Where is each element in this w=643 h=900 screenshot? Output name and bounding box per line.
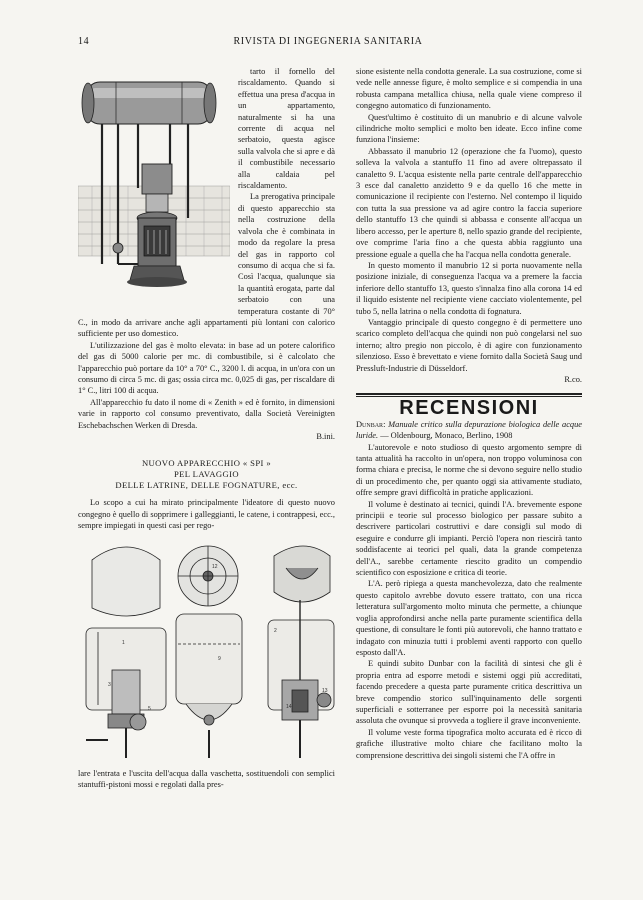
paragraph: In questo momento il manubrio 12 si porta nuovamente nella posizione iniziale, di conseguenza l'acqua va a premere la faccia inferiore dello stantuffo 13, questo s'innalza fino alla corona 14 ed il liquido esistente nel recipiente viene cacciato violentemente, pel tubo 5, nella latrina o nella condotta di fognatura. (356, 260, 582, 316)
paragraph: Quest'ultimo è costituito di un manubrio e di alcune valvole cilindriche molto semplici e molto ben ideate. Ecco infine come funziona l'insieme: (356, 112, 582, 145)
paragraph: L'utilizzazione del gas è molto elevata: in base ad un potere calorifico del gas di 5000 calorie per mc. di combustibile, si è calcolato che l'apparecchio può portare da 10° a 70° C., 3200 l. di acqua, in un'ora con un consumo di circa 5 mc. di gas; ossia circa mc. 0,025 di gas, per riscaldare di 1° C., litri 100 di acqua. (78, 340, 335, 396)
spi-flushing-apparatus-diagram (78, 540, 335, 762)
paragraph: All'apparecchio fu dato il nome di « Zenith » ed è fornito, in dimensioni varie in rapporto col consumo preventivato, dalla Società Vereinigten Eschebachschen Werken di Dresda. (78, 397, 335, 430)
paragraph: sione esistente nella condotta generale. La sua costruzione, come si vede nelle annesse figure, è molto semplice e si compendia in una robusta campana metallica chiusa, nella quale viene compreso il congegno automatico di funzionamento. (356, 67, 582, 111)
paragraph: Abbassato il manubrio 12 (operazione che fa l'uomo), questo solleva la valvola a stantuffo 11 fino ad avere oltrepassato il canaletto 9. L'acqua esistente nella parte centrale dell'apparecchio 3 esce dal canaletto anzidetto 9 e da quello 16 che mette in comunicazione il recipiente con l'esterno. Nel contempo il liquido con tutta la sua pressione va ad agire contro la faccia superiore dello stantuffo 13 che quindi si abbassa e consente all'acqua un libero accesso, per le aperture 8, nello spazio grande del recipiente, ove comprime l'aria fino a che questa abbia raggiunto una pressione eguale a quella che ha l'acqua nella condotta generale. (356, 146, 582, 259)
journal-title: RIVISTA DI INGEGNERIA SANITARIA (233, 36, 423, 47)
divider (356, 393, 582, 395)
section-title (78, 458, 335, 491)
recensioni-heading: RECENSIONI (399, 397, 539, 420)
page-number: 14 (78, 36, 90, 47)
svg-text:1: 1 (122, 639, 125, 646)
paragraph: Il volume è destinato ai tecnici, quindi l'A. brevemente espone principii e teorie sul processo biologico per passare subito a descrivere particolari costruttivi e dare consigli sul modo di eseguire e condurre gli impianti. Perciò l'opera non riescirà tanto soddisfacente ai teorici pel quali, data la grande competenza dell'A., sarebbe certamente riescito gradito un compendio scientifico con esposizione e critica di teorie. (356, 499, 582, 578)
section-title-line: DELLE LATRINE, DELLE FOGNATURE, ecc. (115, 480, 298, 491)
paragraph: L'A. però ripiega a questa manchevolezza, dato che realmente questo capitolo avrebbe dovuto essere trattato, con una ricca letteratura sull'argomento molto minuta che permette, a chiunque voglia approfondirsi anche nella parte puramente scientifica della questione, di consultare le fonti più autorevoli, che hanno trattato e indagato con minuzia tutti i problemi aventi rapporto con quello esposto dall'A. (356, 579, 582, 657)
svg-text:3: 3 (108, 681, 111, 688)
paragraph: La prerogativa principale di questo apparecchio sta nella costruzione della valvola che è combinata in modo da regolare la presa del gas in rapporto col consumo di acqua che si fa. Così l'acqua, qualunque sia la quantità erogata, parte dal serbatoio con una temperatura costante di 70° C., in modo da arrivare anche agli appartamenti più lontani con calorico sufficiente per uso domestico. (78, 192, 335, 339)
section-title-line: PEL LAVAGGIO (173, 469, 240, 480)
svg-text:2: 2 (274, 627, 277, 634)
paragraph: E quindi subito Dunbar con la facilità di sintesi che gli è propria entra ad esporre metodi e sistemi oggi più accreditati, facendo precedere a questa parte puramente critica descrittiva un breve compendio storico sull'inquinamento delle sorgenti superficiali e sotterranee per esporre poi la necessità sanitaria assoluta che ovunque si provveda a togliere il grave inconveniente. (356, 659, 582, 726)
review-author: Dunbar (356, 419, 384, 429)
author-signature: B.ini. (316, 432, 335, 441)
review-publisher: — Oldenbourg, Monaco, Berlino, 1908 (380, 431, 513, 441)
paragraph: Vantaggio principale di questo congegno è di permettere uno scarico completo dell'acqua che quindi non può congelarsi nel suo interno; altro pregio non piccolo, è di agire con funzionamento silenzioso. Esso è brevettato e viene fornito dalla Società Saug und Pressluft-Industrie di Düsseldorf. (356, 317, 582, 373)
svg-text:9: 9 (218, 655, 221, 662)
right-column (356, 66, 582, 761)
paragraph: tarto il fornello del riscaldamento. Quando si effettua una presa d'acqua in un appartamento, naturalmente si ha una corrente di acqua nel serbatoio, questa agisce sulla valvola che si apre e dà il combustibile necessario alla caldaia pel riscaldamento. (238, 67, 335, 191)
section-title-line: NUOVO APPARECCHIO « SPI » (141, 458, 272, 469)
svg-text:13: 13 (322, 687, 328, 694)
author-signature: R.co. (564, 374, 582, 384)
paragraph: Il volume veste forma tipografica molto accurata ed è ricco di grafiche illustrative molto chiare che facilitano molto la comprensione descrittiva dei singoli sistemi che l'A offre in (356, 727, 582, 760)
review-citation: Dunbar: Manuale critico sulla depurazione biologica delle acque luride. — Oldenbourg, Monaco, Berlino, 1908 (356, 419, 583, 441)
review-book-title: Manuale critico sulla depurazione biologica delle acque luride. (356, 419, 583, 441)
paragraph: lare l'entrata e l'uscita dell'acqua dalla vaschetta, sostituendoli con semplici stantuffi-pistoni mossi e regolati dalla pres- (78, 768, 335, 790)
svg-text:12: 12 (212, 563, 218, 570)
zenith-water-heater-illustration (78, 68, 230, 308)
svg-text:14: 14 (286, 703, 292, 710)
svg-text:5: 5 (148, 705, 151, 712)
paragraph: Lo scopo a cui ha mirato principalmente l'ideatore di questo nuovo congegno è quello di sopprimere i galleggianti, le catene, i contrappesi, ecc., sempre impiegati in questi casi per rego- (78, 498, 335, 531)
paragraph: L'autorevole e noto studioso di questo argomento sempre di tanta attualità ha raccolto in un'opera, non troppo voluminosa con forma chiara e precisa, le norme che si devono seguire nello studio di un procedimento che, per quanto oggi sia attivamente studiato, offre sempre gravi difficoltà in pratiche applicazioni. (356, 442, 582, 498)
left-column (78, 66, 335, 790)
